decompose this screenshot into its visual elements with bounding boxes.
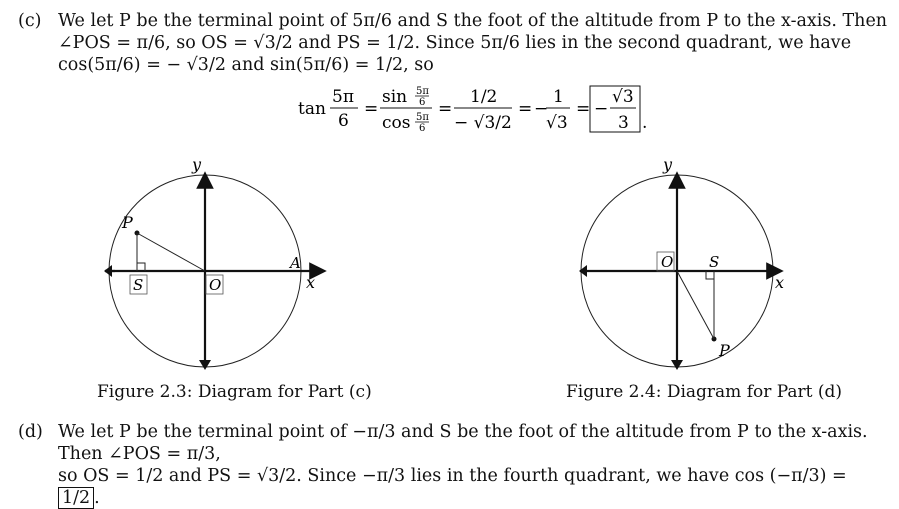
label-x: x <box>306 273 316 292</box>
label-o: O <box>209 276 222 294</box>
frac1-num: 5π <box>332 87 354 107</box>
x-axis-left-arrow <box>104 265 112 277</box>
part-c-text: We let P be the terminal point of 5π/6 and S the foot of the altitude from P to the x-axis. Then ∠POS = π/6, so OS = √3/2 and PS = 1/2. Since 5π/6 lies in the second quadrant, we have cos(5π/6) = − √3/2 and sin(5π/6) = 1/2, so <box>58 11 888 75</box>
tan-equation <box>298 84 678 136</box>
part-d-text-2: so OS = 1/2 and PS = √3/2. Since −π/3 lies in the fourth quadrant, we have cos (−π/3) = <box>58 466 847 486</box>
segment-op <box>137 233 205 271</box>
label-s: S <box>709 253 720 271</box>
answer-den: 3 <box>618 113 629 133</box>
part-d-line-1: We let P be the terminal point of −π/3 and S be the foot of the altitude from P to the x-axis. Then ∠POS = π/3, <box>58 422 868 464</box>
minus-sign: − <box>534 99 549 119</box>
figure-part-c <box>100 150 330 375</box>
right-angle-mark <box>137 263 145 271</box>
segment-op <box>677 271 714 339</box>
cos-arg-num: 5π <box>416 112 429 123</box>
frac4-den: √3 <box>546 113 568 133</box>
part-d-period: . <box>94 488 100 508</box>
label-y: y <box>192 155 202 174</box>
sin-arg-num: 5π <box>416 86 429 97</box>
frac4-num: 1 <box>553 87 564 107</box>
answer-minus: − <box>594 99 609 119</box>
eq2: = <box>438 99 453 119</box>
label-a: A <box>290 254 301 272</box>
part-d-paragraph <box>18 421 888 509</box>
label-y: y <box>663 155 673 174</box>
part-c-paragraph <box>18 10 888 76</box>
x-axis-left-arrow <box>579 265 587 277</box>
figure-part-d <box>575 150 805 375</box>
part-d-line-2 <box>58 465 888 509</box>
label-p: P <box>122 213 133 232</box>
eq4: = <box>576 99 591 119</box>
part-c-label: (c) <box>18 11 42 31</box>
tan-text: tan <box>298 99 326 119</box>
figure-caption-d: Figure 2.4: Diagram for Part (d) <box>566 382 843 402</box>
eq1: = <box>364 99 379 119</box>
cos-arg-den: 6 <box>419 123 426 134</box>
right-angle-mark <box>706 271 714 279</box>
frac3-den: − √3/2 <box>454 113 512 133</box>
sin-text: sin <box>382 87 408 107</box>
cos-text: cos <box>382 113 411 133</box>
frac3-num: 1/2 <box>470 87 498 107</box>
y-axis-down-arrow <box>671 360 683 370</box>
frac1-den: 6 <box>338 111 349 131</box>
label-p: P <box>719 341 730 360</box>
label-s: S <box>133 276 144 294</box>
sin-arg-den: 6 <box>419 97 426 108</box>
figure-caption-c: Figure 2.3: Diagram for Part (c) <box>97 382 372 402</box>
answer-period: . <box>642 113 648 133</box>
eq3: = <box>518 99 533 119</box>
label-o: O <box>661 253 674 271</box>
part-d-answer: 1/2 <box>58 487 94 509</box>
label-x: x <box>775 273 785 292</box>
y-axis-down-arrow <box>199 360 211 370</box>
part-d-label: (d) <box>18 422 43 442</box>
answer-num: √3 <box>612 87 634 107</box>
